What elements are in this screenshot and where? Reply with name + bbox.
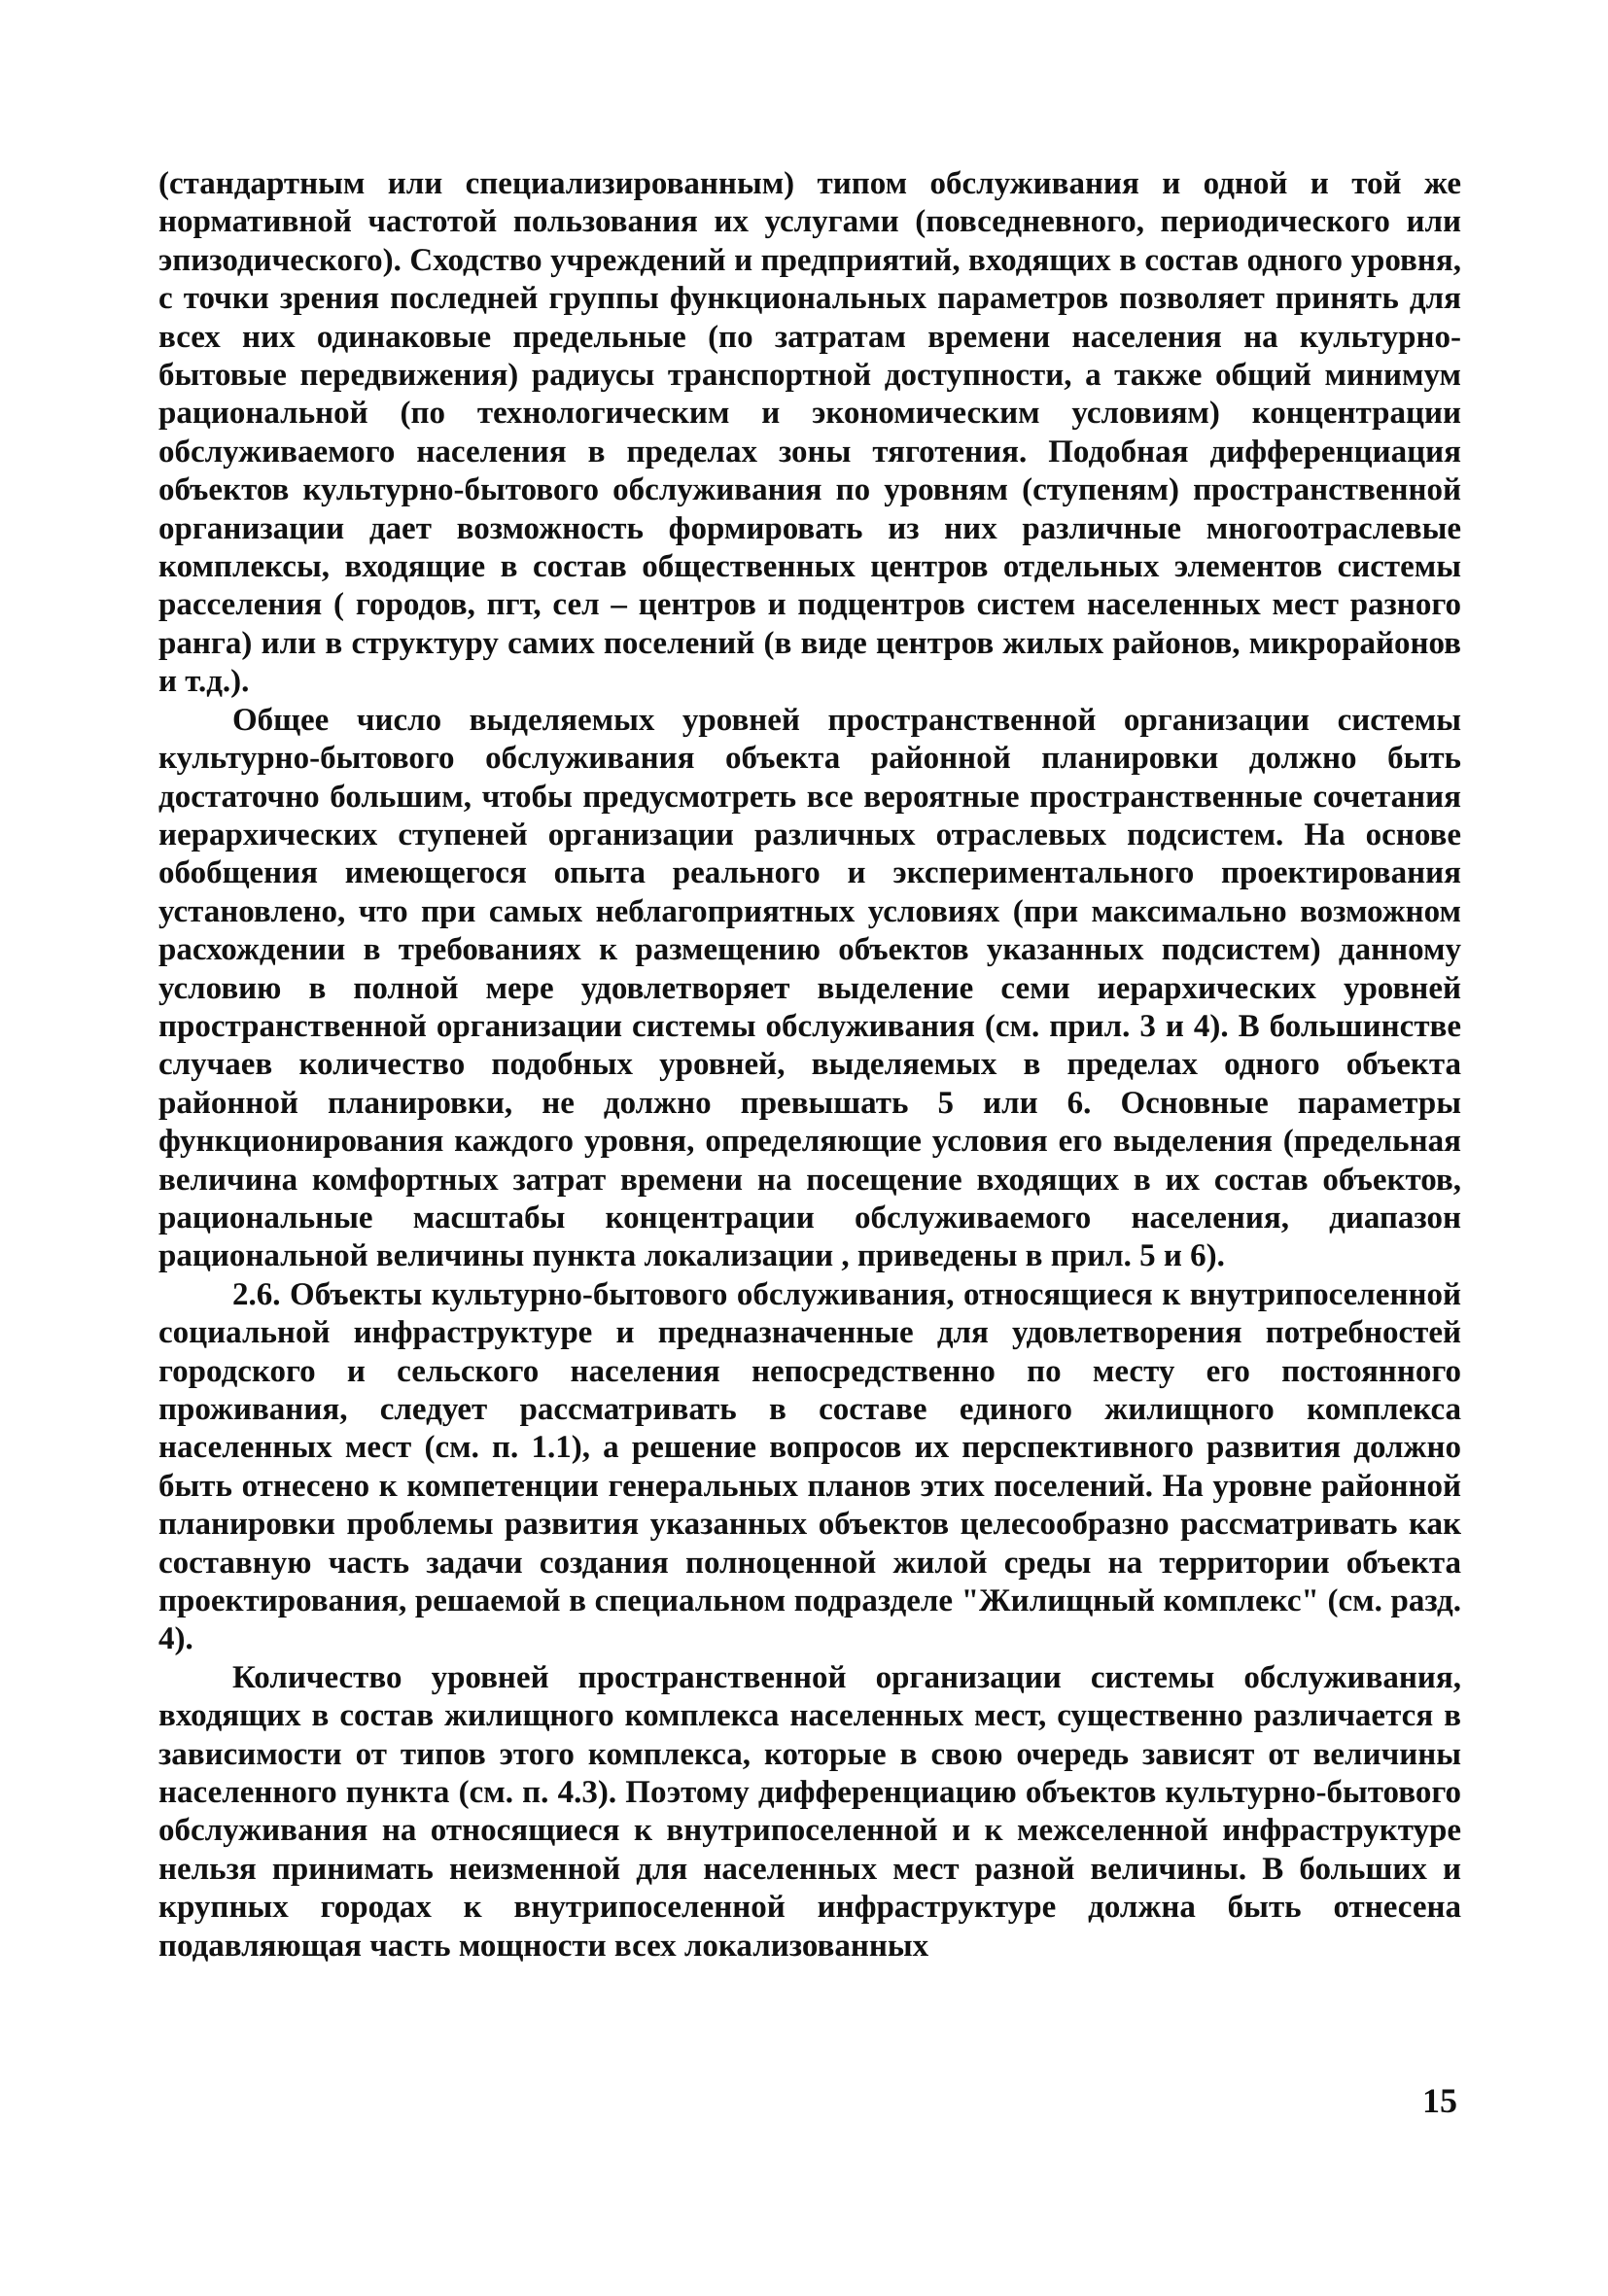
paragraph: Общее число выделяемых уровней пространственной организации системы культурно-бытового обслуживания объекта районной планировки должно быть достаточно большим, чтобы предусмотреть все вероятные пространственные сочетания иерархических ступеней организации различных отраслевых подсистем. На основе обобщения имеющегося опыта реального и экспериментального проектирования установлено, что при самых неблагоприятных условиях (при максимально возможном расхождении в требованиях к размещению объектов указанных подсистем) данному условию в полной мере удовлетворяет выделение семи иерархических уровней пространственной организации системы обслуживания (см. прил. 3 и 4). В большинстве случаев количество подобных уровней, выделяемых в пределах одного объекта районной планировки, не должно превышать 5 или 6. Основные параметры функционирования каждого уровня, определяющие условия его выделения (предельная величина комфортных затрат времени на посещение входящих в их состав объектов, рациональные масштабы концентрации обслуживаемого населения, диапазон рациональной величины пункта локализации , приведены в прил. 5 и 6). bbox=[158, 702, 1461, 1274]
paragraph: Количество уровней пространственной организации системы обслуживания, входящих в состав жилищного комплекса населенных мест, существенно различается в зависимости от типов этого комплекса, которые в свою очередь зависят от величины населенного пункта (см. п. 4.3). Поэтому дифференциацию объектов культурно-бытового обслуживания на относящиеся к внутрипоселенной и к межселенной инфраструктуре нельзя принимать неизменной для населенных мест разной величины. В больших и крупных городах к внутрипоселенной инфраструктуре должна быть отнесена подавляющая часть мощности всех локализованных bbox=[158, 1659, 1461, 1964]
page-number: 15 bbox=[1422, 2081, 1457, 2120]
body-text bbox=[158, 165, 1461, 1966]
paragraph-section-2-6: 2.6. Объекты культурно-бытового обслуживания, относящиеся к внутрипоселенной социальной инфраструктуре и предназначенные для удовлетворения потребностей городского и сельского населения непосредственно по месту его постоянного проживания, следует рассматривать в составе единого жилищного комплекса населенных мест (см. п. 1.1), а решение вопросов их перспективного развития должно быть отнесено к компетенции генеральных планов этих поселений. На уровне районной планировки проблемы развития указанных объектов целесообразно рассматривать как составную часть задачи создания полноценной жилой среды на территории объекта проектирования, решаемой в специальном подразделе "Жилищный комплекс" (см. разд. 4). bbox=[158, 1276, 1461, 1657]
paragraph-continued: (стандартным или специализированным) типом обслуживания и одной и той же нормативной частотой пользования их услугами (повседневного, периодического или эпизодического). Сходство учреждений и предприятий, входящих в состав одного уровня, с точки зрения последней группы функциональных параметров позволяет принять для всех них одинаковые предельные (по затратам времени населения на культурно-бытовые передвижения) радиусы транспортной доступности, а также общий минимум рациональной (по технологическим и экономическим условиям) концентрации обслуживаемого населения в пределах зоны тяготения. Подобная дифференциация объектов культурно-бытового обслуживания по уровням (ступеням) пространственной организации дает возможность формировать из них различные многоотраслевые комплексы, входящие в состав общественных центров отдельных элементов системы расселения ( городов, пгт, сел – центров и подцентров систем населенных мест разного ранга) или в структуру самих поселений (в виде центров жилых районов, микрорайонов и т.д.). bbox=[158, 166, 1461, 700]
